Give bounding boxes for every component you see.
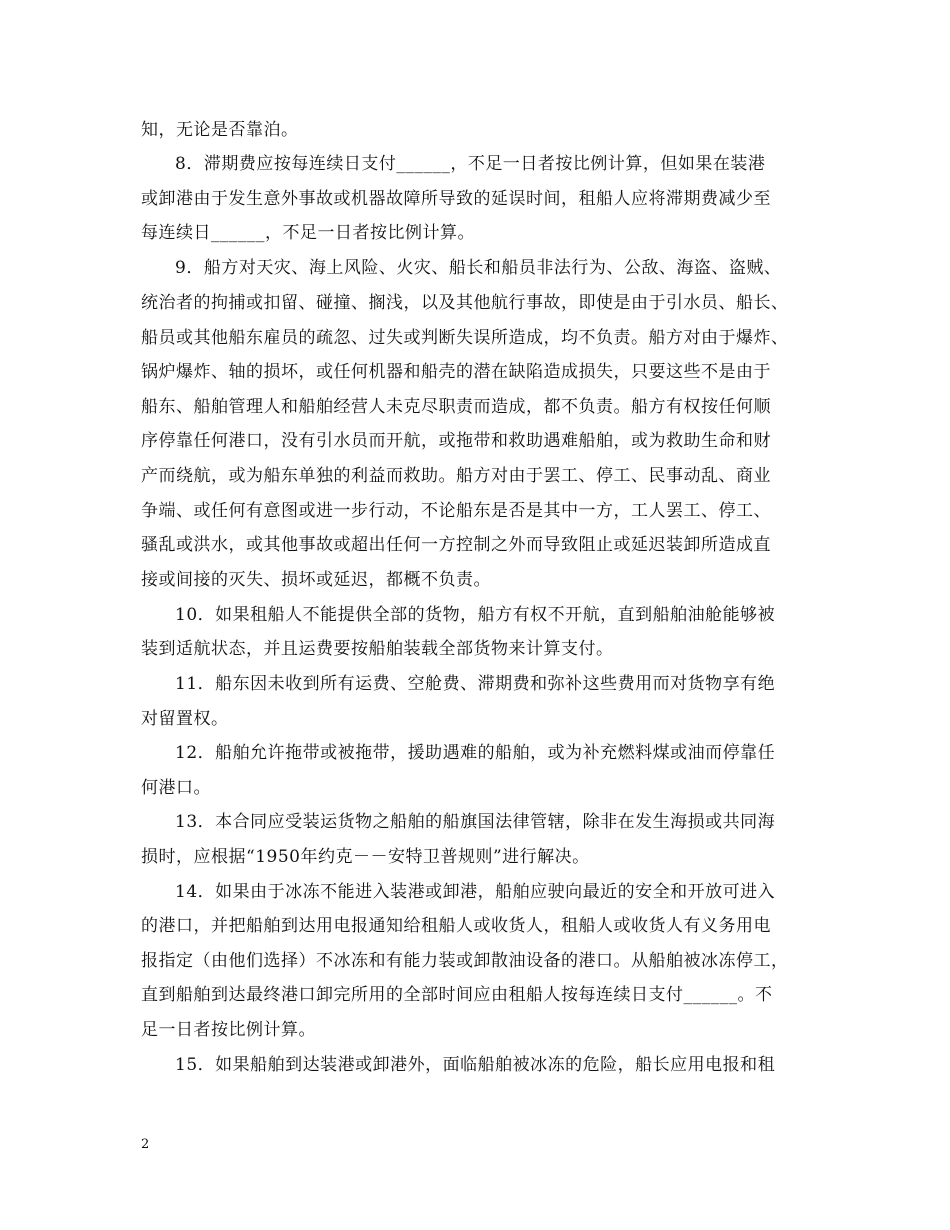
clause-11-line: 11．船东因未收到所有运费、空舱费、滞期费和弥补这些费用而对货物享有绝 <box>175 674 776 694</box>
text-line: 争端、或任何有意图或进一步行动，不论船东是否是其中一方，工人罢工、停工、 <box>141 501 771 521</box>
text-line: 船员或其他船东雇员的疏忽、过失或判断失误所造成，均不负责。船方对由于爆炸、 <box>141 328 789 348</box>
clause-10-line: 10．如果租船人不能提供全部的货物，船方有权不开航，直到船舶油舱能够被 <box>175 605 776 625</box>
text-line: 锅炉爆炸、轴的损坏，或任何机器和船壳的潜在缺陷造成损失，只要这些不是由于 <box>141 362 771 382</box>
text-line: 足一日者按比例计算。 <box>141 1020 316 1040</box>
text-line: 船东、船舶管理人和船舶经营人未克尽职责而造成，都不负责。船方有权按任何顺 <box>141 397 771 417</box>
text-line: 产而绕航，或为船东单独的利益而救助。船方对由于罢工、停工、民事动乱、商业 <box>141 466 771 486</box>
text-line: 损时，应根据“1950年约克－－安特卫普规则”进行解决。 <box>141 847 590 867</box>
clause-13-line: 13．本合同应受装运货物之船舶的船旗国法律管辖，除非在发生海损或共同海 <box>175 812 776 832</box>
text-line: 报指定（由他们选择）不冰冻和有能力装或卸散油设备的港口。从船舶被冰冻停工， <box>141 951 789 971</box>
text-line: 知，无论是否靠泊。 <box>141 120 299 140</box>
clause-8-line: 8．滞期费应按每连续日支付______，不足一日者按比例计算，但如果在装港 <box>175 154 766 174</box>
text-line: 骚乱或洪水，或其他事故或超出任何一方控制之外而导致阻止或延迟装卸所造成直 <box>141 535 771 555</box>
text-line: 对留置权。 <box>141 709 229 729</box>
clause-15-line: 15．如果船舶到达装港或卸港外，面临船舶被冰冻的危险，船长应用电报和租 <box>175 1055 776 1075</box>
text-line: 或卸港由于发生意外事故或机器故障所导致的延误时间，租船人应将滞期费减少至 <box>141 189 771 209</box>
clause-9-line: 9．船方对天灾、海上风险、火灾、船长和船员非法行为、公敌、海盗、盗贼、 <box>175 258 782 278</box>
clause-14-line: 14．如果由于冰冻不能进入装港或卸港，船舶应驶向最近的安全和开放可进入 <box>175 882 776 902</box>
text-line: 序停靠任何港口，没有引水员而开航，或拖带和救助遇难船舶，或为救助生命和财 <box>141 431 771 451</box>
text-line: 直到船舶到达最终港口卸完所用的全部时间应由租船人按每连续日支付______。不 <box>141 985 773 1005</box>
text-line: 统治者的拘捕或扣留、碰撞、搁浅，以及其他航行事故，即使是由于引水员、船长、 <box>141 293 789 313</box>
page-number: 2 <box>141 1137 150 1152</box>
text-line: 每连续日______，不足一日者按比例计算。 <box>141 223 475 243</box>
clause-12-line: 12．船舶允许拖带或被拖带，援助遇难的船舶，或为补充燃料煤或油而停靠任 <box>175 743 776 763</box>
text-line: 何港口。 <box>141 778 211 798</box>
text-line: 的港口，并把船舶到达用电报通知给租船人或收货人，租船人或收货人有义务用电 <box>141 916 771 936</box>
text-line: 装到适航状态，并且运费要按船舶装载全部货物来计算支付。 <box>141 639 614 659</box>
text-line: 接或间接的灭失、损坏或延迟，都概不负责。 <box>141 570 491 590</box>
